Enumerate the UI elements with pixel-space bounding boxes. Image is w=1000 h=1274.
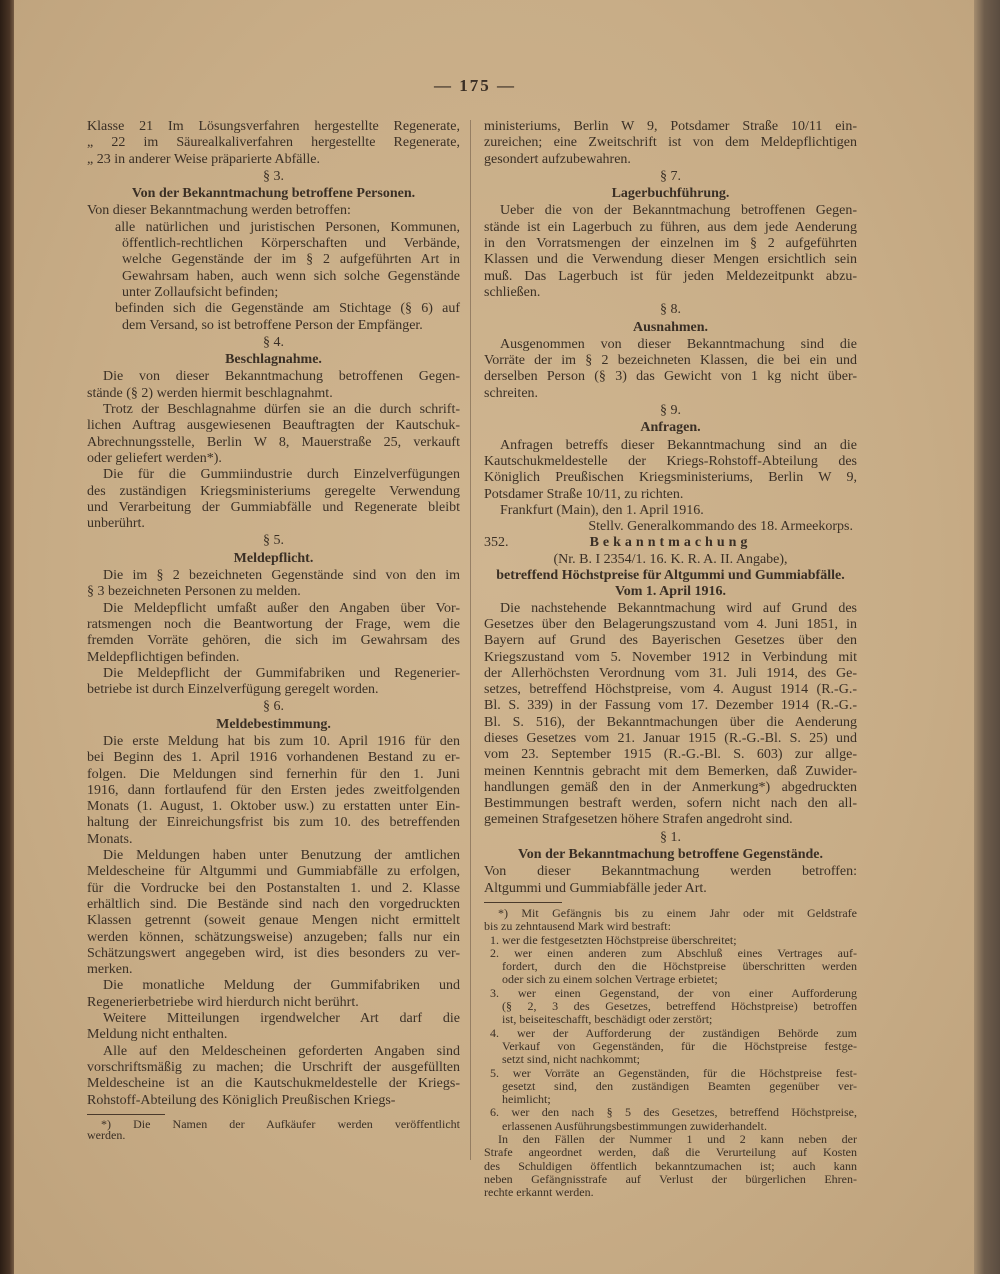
text-line: alle natürlichen und juristischen Personen, Kommunen,: [115, 219, 460, 235]
paragraph: [484, 438, 857, 503]
text-line: dem Versand, so ist betroffene Person der Empfänger.: [122, 317, 423, 333]
footnote-item: [484, 934, 857, 947]
section-number: [484, 169, 857, 185]
text-line: in den Vorratsmengen der einzelnen im § 2 aufgeführten: [484, 236, 857, 252]
text-line: 5. wer Vorräte an Gegenständen, für die Höchstpreise fest-: [490, 1065, 857, 1080]
text-line: werden.: [87, 1128, 126, 1143]
text-line: Klassen getrennt (soweit genaue Mengen nicht ermittelt: [87, 913, 460, 929]
text-line: werden können, schätzungsweise) anzugeben; falls nur ein: [87, 929, 460, 945]
text-line: Gewahrsam haben, auch wenn sich solche Gegenstände: [122, 268, 460, 284]
section-heading: [87, 186, 460, 202]
text-line: „ 22 im Säurealkaliverfahren hergestellte Regenerate,: [87, 135, 460, 151]
column-divider: [470, 120, 471, 1160]
section-number: [484, 830, 857, 846]
text-line: betreffend Höchstpreise für Altgummi und Gummiabfälle.: [496, 568, 845, 584]
text-line: Alle auf den Meldescheinen geforderten Angaben sind: [103, 1043, 460, 1059]
text-line: dieses Gesetzes vom 21. Januar 1915 (R.-G.-Bl. S. 25) und: [484, 730, 857, 746]
paragraph: [484, 503, 857, 519]
text-line: § 1.: [660, 829, 681, 845]
text-line: Gesetzes über den Belagerungszustand vom 4. Juni 1851, in: [484, 616, 857, 632]
text-line: Klasse 21 Im Lösungsverfahren hergestellte Regenerate,: [87, 119, 460, 134]
paragraph: [87, 369, 460, 402]
text-line: Von dieser Bekanntmachung werden betroffen:: [484, 864, 857, 880]
text-line: *) Mit Gefängnis bis zu einem Jahr oder mit Geldstrafe: [498, 905, 857, 920]
text-line: Die für die Gummiindustrie durch Einzelverfügungen: [103, 467, 460, 483]
left-column: [87, 119, 460, 1142]
indented-list-block: [87, 220, 460, 301]
text-line: Lagerbuchführung.: [611, 186, 730, 202]
text-line: Die Meldungen haben unter Benutzung der amtlichen: [103, 848, 460, 864]
text-line: bis zu zehntausend Mark wird bestraft:: [484, 919, 671, 934]
text-line: Die erste Meldung hat bis zum 10. April 1916 für den: [103, 733, 460, 749]
footnote-rule: [87, 1114, 165, 1115]
text-line: meinen Kenntnis gebracht mit dem Bemerken, daß Zuwider-: [484, 763, 857, 779]
text-line: gesetzt sind, den zuständigen Beamten gegenüber ver-: [502, 1078, 857, 1093]
paragraph: [87, 1116, 460, 1143]
text-line: Bl. S. 339) in der Fassung vom 17. Dezember 1914 (R.-G.-: [484, 698, 857, 714]
text-line: fremden Vorräte gehören, die sich im Gewahrsam des: [87, 633, 460, 649]
text-line: gesondert aufzubewahren.: [484, 151, 631, 167]
text-line: des Schuldigen öffentlich bekanntzumachen ist; auch kann: [484, 1158, 857, 1173]
section-heading: [484, 186, 857, 202]
text-line: 3. wer einen Gegenstand, der von einer Aufforderung: [490, 985, 857, 1000]
text-line: Bestimmungen bestraft werden, sofern nicht nach den all-: [484, 796, 857, 812]
paragraph: [484, 1133, 857, 1199]
text-line: § 5.: [263, 533, 284, 549]
text-line: neben Gefängnisstrafe auf Verlust der bürgerlichen Ehren-: [484, 1171, 857, 1186]
indented-list-block: [87, 301, 460, 334]
section-number: [87, 699, 460, 715]
text-line: Weitere Mitteilungen irgendwelcher Art darf die: [103, 1011, 460, 1027]
text-line: Ueber die von der Bekanntmachung betroffenen Gegen-: [500, 203, 857, 219]
text-line: für die Vordrucke bei den Postanstalten 1. und 2. Klasse: [87, 880, 460, 896]
text-line: Von der Bekanntmachung betroffene Personen.: [131, 186, 416, 202]
text-line: Abrechnungsstelle, Berlin W 8, Mauerstraße 25, verkauft: [87, 434, 460, 450]
footnote-item: [484, 1067, 857, 1107]
footnote-item: [484, 1106, 857, 1133]
text-line: vom 23. September 1915 (R.-G.-Bl. S. 603) zur allge-: [484, 747, 857, 763]
text-line: zureichen; eine Zweitschrift ist von dem Meldepflichtigen: [484, 135, 857, 151]
text-line: § 9.: [660, 403, 681, 419]
text-block: [484, 119, 857, 168]
paragraph: [87, 601, 460, 666]
text-line: Regenerierbetriebe wird hierdurch nicht berührt.: [87, 994, 359, 1010]
text-block: [87, 203, 460, 219]
text-line: Frankfurt (Main), den 1. April 1916.: [500, 502, 704, 518]
text-line: setzes, betreffend Höchstpreise, vom 4. August 1914 (R.-G.-: [484, 682, 857, 698]
text-line: Die monatliche Meldung der Gummifabriken und: [103, 978, 460, 994]
footnote-item: [484, 1027, 857, 1067]
text-line: Meldescheine ist an die Kautschukmeldestelle der Kriegs-: [87, 1076, 460, 1092]
footnote-item: [484, 987, 857, 1027]
text-line: stände ist ein Lagerbuch zu führen, aus dem jede Aenderung: [484, 219, 857, 235]
text-line: erhältlich sind. Die Bestände sind nach den vorgedruckten: [87, 896, 460, 912]
announcement-title: [484, 535, 857, 600]
text-line: 1. wer die festgesetzten Höchstpreise überschreitet;: [490, 932, 737, 947]
text-line: 2. wer einen anderen zum Abschluß eines Vertrages auf-: [490, 945, 857, 960]
page-right-edge: [974, 0, 1000, 1274]
text-line: Strafe angeordnet werden, daß die Verurteilung auf Kosten: [484, 1145, 857, 1160]
text-line: Bl. S. 516), der Bekanntmachungen über die Aenderung: [484, 714, 857, 730]
paragraph: [87, 1011, 460, 1044]
section-heading: [484, 320, 857, 336]
text-line: und Verarbeitung der Gummiabfälle und Regenerate bleibt: [87, 499, 460, 515]
text-line: *) Die Namen der Aufkäufer werden veröffentlicht: [101, 1116, 460, 1131]
text-line: Schätzungswert angegeben wird, ist dies besonders zu ver-: [87, 945, 460, 961]
text-line: Potsdamer Straße 10/11, zu richten.: [484, 486, 684, 502]
text-line: Die Meldepflicht der Gummifabriken und Regenerier-: [103, 665, 460, 681]
paragraph: [484, 203, 857, 301]
text-line: Ausnahmen.: [632, 319, 709, 335]
text-line: gemeinen Strafgesetzen höhere Strafen angedroht sind.: [484, 812, 793, 828]
text-line: Anfragen.: [640, 420, 701, 436]
text-line: Bayern auf Grund des Bayerischen Gesetzes über den: [484, 633, 857, 649]
text-line: merken.: [87, 962, 133, 978]
text-block: [484, 864, 857, 897]
text-line: 6. wer den nach § 5 des Gesetzes, betreffend Höchstpreise,: [490, 1105, 857, 1120]
paragraph: [87, 568, 460, 601]
paragraph: [484, 907, 857, 934]
footnote-rule: [484, 902, 562, 903]
text-line: Meldung nicht enthalten.: [87, 1027, 228, 1043]
footnotes: [87, 1116, 460, 1143]
text-line: ministeriums, Berlin W 9, Potsdamer Straße 10/11 ein-: [484, 119, 857, 134]
text-line: § 8.: [660, 302, 681, 318]
text-line: § 4.: [263, 334, 284, 350]
text-block: [87, 119, 460, 168]
text-line: Meldepflicht.: [233, 550, 314, 566]
text-line: Vorräte der im § 2 bezeichneten Klassen, die bei ein und: [484, 353, 857, 369]
text-line: Monats.: [87, 831, 133, 847]
text-line: Rohstoff-Abteilung des Königlich Preußischen Kriegs-: [87, 1092, 396, 1108]
paragraph: [87, 848, 460, 978]
text-line: § 3 bezeichneten Personen zu melden.: [87, 584, 301, 600]
section-number: [87, 169, 460, 185]
section-number: [87, 335, 460, 351]
text-line: der Allerhöchsten Verordnung vom 31. Juli 1914, des Ge-: [484, 665, 857, 681]
text-line: haltung der Einreichungsfrist bis zum 10. des betreffenden: [87, 815, 460, 831]
paragraph: [87, 666, 460, 699]
text-line: 4. wer der Aufforderung der zuständigen Behörde zum: [490, 1025, 857, 1040]
text-line: unter Zollaufsicht befinden;: [122, 284, 279, 300]
section-heading: [87, 352, 460, 368]
text-line: Stellv. Generalkommando des 18. Armeekorps.: [588, 519, 853, 535]
paragraph: [87, 978, 460, 1011]
paragraph: [484, 337, 857, 402]
text-line: § 7.: [660, 168, 681, 184]
text-line: Klassen und die Verwendung dieser Mengen ersichtlich sein: [484, 252, 857, 268]
text-line: Anfragen betreffs dieser Bekanntmachung sind an die: [500, 437, 857, 453]
text-line: fordert, durch den die Höchstpreise überschritten werden: [502, 959, 857, 974]
text-line: handlungen gemäß den in der Anmerkung*) abgedruckten: [484, 779, 857, 795]
text-line: unberührt.: [87, 516, 145, 532]
page-number: — 175 —: [434, 76, 516, 95]
text-line: Kriegszustand vom 5. November 1912 in Verbindung mit: [484, 649, 857, 665]
text-line: folgen. Die Meldungen sind fernerhin für den 1. Juni: [87, 766, 460, 782]
text-line: In den Fällen der Nummer 1 und 2 kann neben der: [498, 1132, 857, 1146]
text-line: § 6.: [263, 699, 284, 715]
paragraph: [87, 402, 460, 467]
text-line: § 3.: [263, 168, 284, 184]
text-line: heimlicht;: [502, 1092, 551, 1107]
text-line: setzt sind, nicht nachkommt;: [502, 1052, 640, 1067]
text-line: Ausgenommen von dieser Bekanntmachung sind die: [500, 336, 857, 352]
text-line: Meldebestimmung.: [216, 716, 331, 732]
text-line: Von der Bekanntmachung betroffene Gegenstände.: [517, 847, 824, 863]
text-line: Die im § 2 bezeichneten Gegenstände sind von den im: [103, 568, 460, 584]
text-line: erlassenen Ausführungsbestimmungen zuwiderhandelt.: [502, 1118, 767, 1133]
section-number: [484, 403, 857, 419]
paragraph: [87, 467, 460, 532]
text-line: Kautschukmeldestelle der Kriegs-Rohstoff-Abteilung des: [484, 453, 857, 469]
text-line: betriebe ist durch Einzelverfügung geregelt worden.: [87, 682, 379, 698]
text-line: Verkauf von Gegenständen, für die Höchstpreise festge-: [502, 1038, 857, 1053]
text-line: muß. Das Lagerbuch ist für jeden Meldezeitpunkt abzu-: [484, 268, 857, 284]
text-line: Altgummi und Gummiabfälle jeder Art.: [484, 880, 707, 896]
text-line: lichen Auftrag ausgewiesenen Beauftragten der Kautschuk-: [87, 418, 460, 434]
text-line: öffentlich-rechtlichen Körperschaften und Verbände,: [122, 236, 460, 252]
text-line: ratsmengen noch die Beantwortung der Frage, wem die: [87, 616, 460, 632]
text-line: „ 23 in anderer Weise präparierte Abfälle.: [87, 151, 321, 167]
text-line: (Nr. B. I 2354/1. 16. K. R. A. II. Angabe),: [553, 551, 788, 567]
text-line: oder geliefert werden*).: [87, 450, 222, 466]
text-line: rechte erkannt werden.: [484, 1185, 594, 1200]
text-line: schließen.: [484, 284, 541, 300]
paragraph: [87, 1044, 460, 1109]
text-line: Meldepflichtigen befinden.: [87, 649, 240, 665]
section-number: [484, 302, 857, 318]
signature-line: [484, 519, 857, 535]
text-line: des zuständigen Kriegsministeriums geregelte Verwendung: [87, 483, 460, 499]
footnote-item: [484, 947, 857, 987]
text-line: derselben Person (§ 3) das Gewicht von 1 kg nicht über-: [484, 369, 857, 385]
text-line: Bekanntmachung: [589, 535, 752, 551]
text-line: (§ 2, 3 des Gesetzes, betreffend Höchstpreise) betroffen: [502, 999, 857, 1014]
text-line: Die nachstehende Bekanntmachung wird auf Grund des: [500, 600, 857, 616]
text-line: welche Gegenstände der im § 2 aufgeführten Art in: [122, 252, 460, 268]
text-line: Von dieser Bekanntmachung werden betroffen:: [87, 203, 351, 219]
text-line: vorschriftsmäßig zu machen; die Urschrift der ausgefüllten: [87, 1059, 460, 1075]
paragraph: [484, 601, 857, 829]
section-heading: [484, 847, 857, 863]
text-line: Vom 1. April 1916.: [614, 584, 727, 600]
section-heading: [87, 551, 460, 567]
text-line: stände (§ 2) werden hiermit beschlagnahmt.: [87, 385, 333, 401]
text-line: bei Beginn des 1. April 1916 vorhandenen Bestand zu er-: [87, 750, 460, 766]
footnotes: [484, 907, 857, 1200]
text-line: Monats (1. August, 1. Oktober usw.) zu erstatten unter Ein-: [87, 799, 460, 815]
section-heading: [87, 717, 460, 733]
text-line: 1916, dann fortlaufend für den Ersten jedes zweitfolgenden: [87, 782, 460, 798]
text-line: ist, beiseiteschafft, beschädigt oder zerstört;: [502, 1012, 713, 1027]
text-line: oder sich zu einem solchen Vertrage erbietet;: [502, 972, 718, 987]
section-number: [87, 533, 460, 549]
text-line: Beschlagnahme.: [225, 352, 322, 368]
right-column: [484, 119, 857, 1199]
text-line: Trotz der Beschlagnahme dürfen sie an die durch schrift-: [103, 402, 460, 418]
section-heading: [484, 420, 857, 436]
paragraph: [87, 734, 460, 848]
text-line: schreiten.: [484, 385, 539, 401]
text-line: Meldescheine für Altgummi und Gummiabfälle zu erfolgen,: [87, 864, 460, 880]
text-line: Königlich Preußischen Kriegsministeriums, Berlin W 9,: [484, 470, 857, 486]
text-line: Die von dieser Bekanntmachung betroffenen Gegen-: [103, 369, 460, 385]
text-line: Die Meldepflicht umfaßt außer den Angaben über Vor-: [103, 600, 460, 616]
text-line: befinden sich die Gegenstände am Stichtage (§ 6) auf: [115, 301, 460, 317]
announcement-number: 352.: [484, 535, 509, 551]
